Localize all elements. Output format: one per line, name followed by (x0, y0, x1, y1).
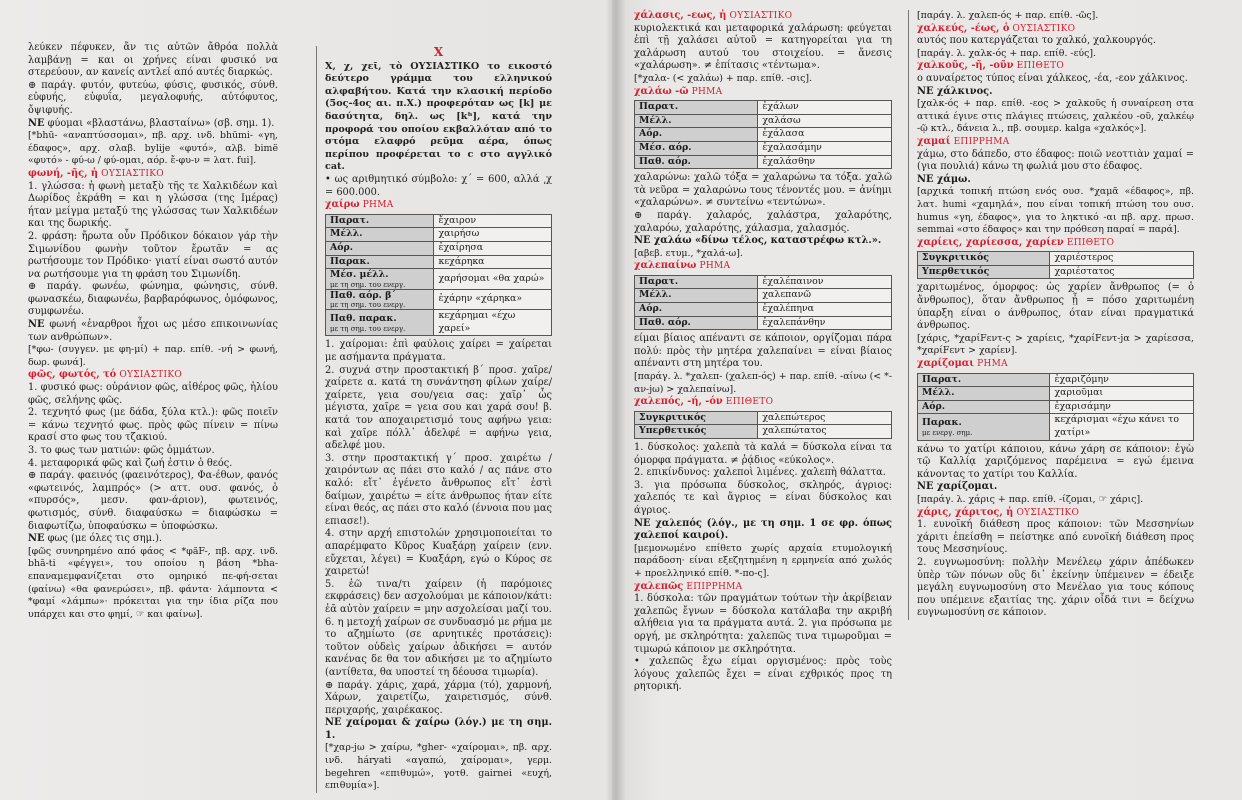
table-value-cell: ἐχάλων (758, 101, 892, 115)
table-value-cell: ἐχαλεπάνθην (758, 316, 892, 330)
entry-senses-chalepos-adv (634, 593, 892, 694)
form-label: Παρακ. (922, 417, 962, 429)
table-key-cell (326, 289, 434, 310)
table-value-cell: ἐχαλασάμην (758, 141, 892, 155)
table-value-cell: ἐχαρισάμην (1050, 400, 1194, 414)
entry-head-charis (917, 507, 1194, 520)
form-label: Παθ. αόρ. (639, 316, 691, 328)
entry-etymology: [*bhū- «αναπτύσσομαι», πβ. αρχ. ινδ. bhūmi- «γη, έδαφος», αρχ. σλαβ. bylije «φυτό», αλβ. bimë «φυτό» - φύ-ω / φύ-ομαι, αόρ. ἔ-φυ-ν = λατ. fui]. (28, 130, 278, 167)
entry-head-chalasis (634, 10, 892, 23)
table-row (635, 316, 892, 330)
table-row (635, 101, 892, 115)
table-key-cell (918, 400, 1050, 414)
form-sublabel: με ενεργ. σημ. (922, 428, 973, 437)
entry-text: χάμω, στο δάπεδο, στο έδαφος: ποιῶ νεοττιὰν χαμαί = (για πουλιά) κάνω τη φωλιά μου στο έδαφος. (917, 148, 1194, 173)
table-row (635, 303, 892, 317)
table-key-cell (635, 303, 758, 317)
entry-head (28, 369, 278, 382)
table-value-cell: χαιρήσω (434, 228, 552, 242)
table-key-cell (326, 241, 434, 255)
entry-text: 1. φυσικό φως: οὐράνιον φῶς, αἰθέρος φῶς, ἡλίου φῶς, σελήνης φῶς. (28, 382, 278, 406)
entry-sense: ΝΕ χαλεπός (λόγ., με τη σημ. 1 σε φρ. όπως χαλεποί καιροί). (634, 517, 892, 542)
table-value-cell: κεχάρημαι «έχω χαρεί» (434, 310, 552, 336)
conjugation-table-chairo (325, 214, 552, 337)
entry-head-chalepaino (634, 260, 892, 273)
table-row (326, 255, 552, 269)
headword: χαλάω -ῶ (634, 85, 689, 97)
table-key-cell (326, 269, 434, 290)
table-key-cell (326, 310, 434, 336)
entry-text: 2. φράση: ἤρωτα οὖν Πρόδικον δόκαιον γάρ τὴν Σιμωνίδου φωνὴν τοῦτον ἔρωτᾶν = ας ρωτήσουμε τον Πρόδικο· γιατί είναι σωστό αυτόν να ρωτήσουμε για τη φράση του Σιμωνίδη. (28, 230, 278, 280)
left-column-1 (28, 42, 278, 621)
entry-etymology: [*χαλα- (< χαλάω) + παρ. επίθ. -σις]. (634, 72, 813, 84)
form-label: Παθ. παρακ. (330, 313, 397, 325)
table-value-cell: χαριέστερος (1050, 252, 1194, 266)
entry-etymology: [*φω- (συγγεν. με φη-μί) + παρ. επίθ. -νή > φωνή, δωρ. φωνά]. (28, 344, 278, 368)
form-label: Μέλλ. (922, 387, 955, 399)
modern-greek-label: ΝΕ (28, 533, 45, 545)
table-key-cell (635, 425, 758, 439)
entry-etymology: [αβεβ. ετυμ., *χαλά-ω]. (634, 247, 743, 259)
table-value-cell: χαριέστατος (1050, 265, 1194, 279)
entry-senses-charizomai (917, 444, 1194, 507)
entry-text: αυτός που κατεργάζεται το χαλκό, χαλκουργός. (917, 35, 1157, 47)
entry-sense: ΝΕ χαίρομαι & χαίρω (λόγ.) με τη σημ. 1. (325, 717, 552, 741)
table-key-cell (635, 128, 758, 142)
comparison-table-chalepos (634, 411, 892, 439)
entry-modern-greek (28, 533, 278, 546)
entry-etymology: [χαλκ-ός + παρ. επίθ. -εος > χαλκοῦς ἡ συναίρεση στα αττικά έγινε στις πλάγιες πτώσεις, χαλκέου -οῦ, χαλκέῳ -ῷ κτλ., δάνεια λ., πβ. σουμερ. kalga «χαλκός»]. (917, 98, 1194, 135)
form-label: Παρακ. (330, 255, 370, 267)
table-key-cell (635, 411, 758, 425)
entry-sense: ⊕ παράγ. χάρις, χαρά, χάρμα (τό), χαρμονή, Χάρων, χαιρετίζω, χαιρετισμός, σύνθ. περιχαρής, χαιρέκακος. (325, 679, 552, 716)
right-column-1 (634, 10, 892, 694)
form-label: Μέσ. μέλλ. (330, 269, 389, 281)
table-value-cell: χαρήσομαι «θα χαρώ» (434, 269, 552, 290)
table-row (635, 289, 892, 303)
form-label: Συγκριτικός (922, 252, 989, 264)
headword: χαλεπῶς (634, 580, 684, 592)
form-label: Παθ. αόρ. (639, 155, 691, 167)
entry-etymology: [παράγ. λ. χάρις + παρ. επίθ. -ίζομαι, ☞ χάρις]. (917, 493, 1144, 505)
conjugation-table-charizomai (917, 373, 1194, 441)
entry-text: ⊕ παράγ. φωνέω, φώνημα, φώνησις, σύνθ. φωνασκέω, διαφωνέω, βαρβαρόφωνος, ὁμόφωνος, συμφωνέω. (28, 281, 278, 318)
table-key-cell (635, 275, 758, 289)
entry-text: 1. γλώσσα: ἡ φωνὴ μεταξὺ τῆς τε Χαλκιδέων καὶ Δωρίδος ἐκράθη = και η γλώσσα (της Ιμέρας) ήταν μείγμα μεταξύ της γλώσσας των Χαλκιδέων και της δωρικής. (28, 180, 278, 230)
table-key-cell (326, 214, 434, 228)
table-row (326, 289, 552, 310)
table-row (635, 275, 892, 289)
entry-modern-greek (28, 118, 278, 131)
table-value-cell: ἐχαίρησα (434, 241, 552, 255)
headword-tag: ΟΥΣΙΑΣΤΙΚΟ (1012, 23, 1076, 34)
table-key-cell (918, 265, 1050, 279)
headword-tag: ΕΠΙΘΕΤΟ (725, 397, 774, 408)
table-row (635, 128, 892, 142)
table-value-cell: χαλάσω (758, 114, 892, 128)
modern-greek-text: φωνή «ἐναρθροι ἦχοι ως μέσο επικοινωνίας των ανθρώπων». (28, 319, 278, 343)
entry-sense: 2. συχνά στην προστακτική β´ προσ. χαῖρε/χαίρετε α. κατά τη συνάντηση φίλων χαίρε/χαίρετε, γεια σου/γεια σας: χαῖρ᾽ ὦς μέγιστα, χαῖρε = γεια σου και χαρά σου! β. κατά τον αποχαιρετισμό τους αφήνω γεια: καὶ χαῖρε πόλλ᾽ ἀδελφέ = αφήνω γεια, αδελφέ μου. (325, 364, 552, 452)
headword: χαλκεύς, -έως, ὁ (917, 22, 1010, 34)
table-row (326, 241, 552, 255)
headword: χαίρω (325, 199, 360, 211)
table-value-cell: κεχάρισμαι «έχω κάνει το χατίρι» (1050, 414, 1194, 440)
entry-head-chalkous (917, 60, 1194, 73)
right-page (612, 0, 1242, 800)
table-row (918, 252, 1194, 266)
entry-head-chalkeus (917, 23, 1194, 36)
table-value-cell: ἐχάρην «χάρηκα» (434, 289, 552, 310)
table-row (635, 155, 892, 169)
table-value-cell: κεχάρηκα (434, 255, 552, 269)
table-key-cell (918, 387, 1050, 401)
headword-tag: ΕΠΙΡΡΗΜΑ (953, 136, 1010, 147)
letter-note: • ως αριθμητικό σύμβολο: χ´ = 600, αλλά ͵χ = 600.000. (325, 173, 552, 198)
headword: χαμαί (917, 135, 951, 147)
table-key-cell (635, 114, 758, 128)
headword-tag: ΡΗΜΑ (362, 200, 394, 211)
conjugation-table-chalepaino (634, 275, 892, 330)
headword: χάρις, χάριτος, ἡ (917, 506, 1014, 518)
table-key-cell (635, 141, 758, 155)
entry-text: ⊕ παράγ. φαεινός (φαεινότερος), Φα-έθων, φανός «φωτεινός, λαμπρός» (> αττ. ουσ. φανός, ὁ «πυρσός», μεσν. φαν-άριον), φωτεινός, φωτισμός, σύνθ. διαφαύσκω = διαφώσκω = διαφωτίζω, ὑποφαύσκω = ὑποφώσκω. (28, 470, 278, 532)
entry-text: 4. μεταφορικά φῶς καὶ ζωή ἐστιν ὁ θεός. (28, 457, 233, 469)
left-page (0, 0, 612, 800)
headword-tag: ΕΠΙΘΕΤΟ (1016, 61, 1065, 72)
headword-tag: ΡΗΜΑ (699, 261, 731, 272)
form-label: Παρατ. (639, 275, 679, 287)
table-row (326, 310, 552, 336)
form-label: Παρατ. (922, 373, 962, 385)
table-value-cell: ἐχαλέπηνα (758, 303, 892, 317)
table-key-cell (918, 414, 1050, 440)
table-row (918, 387, 1194, 401)
headword-tag: ΟΥΣΙΑΣΤΙΚΟ (1016, 507, 1080, 518)
entry-text: λεύκεν πέφυκεν, ἄν τις αὐτῶν ἄθρόα πολλὰ λαμβάνῃ = και οι χρήνες είναι φυσικό να στερεύουν, αν κανείς αντλεί από αυτές διαρκώς. (28, 42, 278, 79)
entry-senses-chalepos (634, 442, 892, 581)
entry-sense: ⊕ παράγ. χαλαρός, χαλάστρα, χαλαρότης, χαλαρόω, χαλαρότης, χάλασμα, χαλασμός. (634, 209, 892, 234)
form-label: Παρατ. (639, 101, 679, 113)
form-label: Μέλλ. (639, 114, 672, 126)
entry-sense: 6. η μετοχή χαίρων σε συνδυασμό με ρήμα με το αζημίωτο (σε αρνητικές προτάσεις): τοῦτον οὐδεὶς χαίρων ἀδικήσει = αυτόν κανένας δε θα τον αδικήσει με το αζημίωτο (αντίθετα, θα υποστεί τη δέουσα τιμωρία). (325, 616, 552, 678)
modern-greek-text: φύομαι «βλαστάνω, βλασταίνω» (σβ. σημ. 1). (47, 117, 275, 129)
entry-sense: 1. δύσκολα: τῶν πραγμάτων τούτων τὴν ἀκρίβειαν χαλεπῶς ἔγνων = δύσκολα κατάλαβα την ακριβή αλήθεια για τα πράγματα αυτά. 2. για πρόσωπα με οργή, με σκληρότητα: χαλεπῶς τινα τιμωροῦμαι = τιμωρώ κάποιον με σκληρότητα. (634, 593, 892, 655)
table-key-cell (326, 228, 434, 242)
form-label: Αόρ. (922, 400, 946, 412)
entry-etymology: [παράγ. λ. χαλεπ-ός + παρ. επίθ. -ῶς]. (917, 10, 1099, 21)
modern-greek-label: ΝΕ (28, 319, 45, 331)
form-sublabel: με τη σημ. του ενεργ. (330, 280, 406, 289)
table-key-cell (918, 252, 1050, 266)
form-sublabel: με τη σημ. του ενεργ. (330, 301, 406, 310)
entry-modern-greek: ΝΕ χάλκινος. (917, 85, 993, 97)
entry-head-charizomai (917, 358, 1194, 371)
entry-head-chamai (917, 136, 1194, 149)
table-row (918, 400, 1194, 414)
table-row (918, 414, 1194, 440)
form-label: Αόρ. (639, 128, 663, 140)
table-row (635, 114, 892, 128)
entry-senses-charis (917, 519, 1194, 620)
headword: χαρίζομαι (917, 358, 975, 370)
headword: χαρίεις, χαρίεσσα, χαρίεν (917, 236, 1064, 248)
entry-etymology: [αρχικά τοπική πτώση ενός ουσ. *χαμᾶ «έδαφος», πβ. λατ. humi «χαμηλά», που είναι τοπική πτώση του ουσ. humus «γη, έδαφος», για το ληκτικό -αι πβ. αρχ. πρωσ. semmai «στο έδαφος» και την πρόθεση παραί = παρά]. (917, 186, 1194, 236)
form-label: Υπερθετικός (639, 425, 707, 437)
headword: φῶς, φωτός, τό (28, 369, 117, 381)
headword-tag: ΕΠΙΘΕΤΟ (1066, 237, 1115, 248)
table-value-cell: ἐχαριζόμην (1050, 373, 1194, 387)
entry-modern-greek: ΝΕ χάμω. (917, 173, 971, 185)
entry-head-chairo (325, 199, 552, 212)
table-row (326, 228, 552, 242)
form-sublabel: με τη σημ. του ενεργ. (330, 324, 406, 333)
table-value-cell: χαλεπανῶ (758, 289, 892, 303)
entry-text: ⊕ παράγ. φυτόν, φυτεύω, φύσις, φυσικός, σύνθ. εὐφυής, εὐφυΐα, μεγαλοφυής, αὐτόφυτος, ὄψιφυής. (28, 79, 278, 116)
entry-sense: χαλαρώνω: χαλῶ τόξα = χαλαρώνω τα τόξα. χαλῶ τὰ νεῦρα = χαλαρώνω τους τένοντές μου. = ἀνίημι «χαλαρώνω». ≠ συντείνω «τεντώνω». (634, 172, 892, 209)
entry-head-charieis (917, 237, 1194, 250)
entry-senses-chairo (325, 339, 552, 792)
entry-text: ο αυναίρετος τύπος είναι χάλκεος, -έα, -εον χάλκινος. (917, 72, 1188, 84)
headword-tag: ΟΥΣΙΑΣΤΙΚΟ (729, 11, 793, 21)
table-key-cell (635, 289, 758, 303)
entry-sense: 2. επικίνδυνος: χαλεποὶ λιμένες. χαλεπὴ θάλαττα. (634, 467, 886, 479)
headword: χαλεπός, -ή, -όν (634, 396, 723, 408)
form-label: Μέλλ. (330, 228, 363, 240)
entry-senses-chalao (634, 172, 892, 260)
entry-sense: κάνω το χατίρι κάποιου, κάνω χάρη σε κάποιον: ἐγὼ τῷ Καλλίᾳ χαριζόμενος παρέμεινα = εγώ έμεινα κάνοντας το χατίρι του Καλλία. (917, 443, 1194, 480)
table-key-cell (326, 255, 434, 269)
entry-sense: • χαλεπῶς ἔχω είμαι οργισμένος: πρὸς τοὺς λόγους χαλεπῶς ἔχει = είναι εχθρικός προς τη ρητορική. (634, 656, 892, 693)
form-label: Αόρ. (639, 303, 663, 315)
entry-head-chalao (634, 86, 892, 99)
entry-sense: ΝΕ χαλάω «δίνω τέλος, καταστρέφω κτλ.». (634, 235, 882, 247)
entry-sense: 1. δύσκολος: χαλεπὰ τὰ καλά = δύσκολα είναι τα όμορφα πράγματα. ≠ ῥᾴδιος «εύκολος». (634, 442, 892, 466)
form-label: Παθ. αόρ. β´ (330, 289, 396, 301)
table-row (918, 373, 1194, 387)
comparison-table-charieis (917, 251, 1194, 279)
book-gutter-shadow (606, 0, 626, 800)
entry-etymology: [μεμονωμένο επίθετο χωρίς αρχαία ετυμολογική παράδοση· είναι εξεζητημένη η ερμηνεία από χωλός + προελληνικό επίθ. *-πο-ς]. (634, 542, 892, 579)
headword-tag: ΟΥΣΙΑΣΤΙΚΟ (101, 168, 164, 179)
entry-etymology: [παράγ. λ. χαλκ-ός + παρ. επίθ. -εύς]. (917, 47, 1097, 59)
modern-greek-label: ΝΕ (28, 117, 45, 129)
entry-text: 2. τεχνητό φως (με δάδα, ξύλα κτλ.): φῶς ποιεῖν = κάνω τεχνητό φως. πρὸς φῶς πίνειν = πίνω κρασί στο φως του τζακιού. (28, 407, 278, 444)
table-row (635, 411, 892, 425)
headword-tag: ΡΗΜΑ (977, 359, 1008, 370)
entry-text: 3. το φως των ματιών: φῶς ὀμμάτων. (28, 445, 215, 456)
table-row (918, 265, 1194, 279)
table-value-cell: χαλεπώτερος (758, 411, 892, 425)
headword-tag: ΡΗΜΑ (691, 86, 723, 97)
conjugation-table-chalao (634, 100, 892, 169)
table-key-cell (635, 316, 758, 330)
headword: χαλκοῦς, -ῆ, -οῦν (917, 60, 1014, 72)
entry-etymology: [*χαρ-jω > χαίρω, *gher- «χαίρομαι», πβ. αρχ. ινδ. háryati «αγαπώ, χαίρομαι», γερμ. begehren «επιθυμώ», γοτθ. gairnei «ευχή, επιθυμία»]. (325, 742, 552, 792)
letter-intro: Χ, χ, χεῖ, τὸ ΟΥΣΙΑΣΤΙΚΟ το εικοστό δεύτερο γράμμα του ελληνικού αλφαβήτου. Κατά την κλασική περίοδο (5ος-4ος αι. π.Χ.) προφερόταν ως [k] με δασύτητα, δηλ. ως [kʰ], κατά την προφορά του οποίου εκβαλλόταν από το στόμα ελαφρό ρεῦμα αέρα, όπως περίπου προφέρεται το c στο αγγλικό cat. (325, 60, 552, 173)
headword-tag: ΟΥΣΙΑΣΤΙΚΟ (119, 370, 183, 381)
headword: χάλασις, -εως, ἡ (634, 10, 727, 21)
section-letter: Χ (433, 45, 444, 59)
form-label: Συγκριτικός (639, 411, 706, 423)
table-value-cell: ἐχάλασα (758, 128, 892, 142)
table-key-cell (635, 101, 758, 115)
headword: χαλεπαίνω (634, 260, 697, 272)
entry-sense: 3. για πρόσωπα δύσκολος, σκληρός, άγριος: χαλεπός τε καὶ ἄγριος = είναι δύσκολος και άγριος. (634, 479, 892, 516)
entry-head-chalepos-adv (634, 581, 892, 594)
entry-text: κυριολεκτικά και μεταφορικά χαλάρωση: φεύγεται ἐπὶ τῇ χαλάσει αὐτοῦ = κατηγορείται για τη χαλάρωση αυτού του στοιχείου. = ἄνεσις «χαλάρωση». ≠ ἐπίτασις «τέντωμα». (634, 22, 892, 72)
entry-etymology: [χάρις, *χαρίFεντ-ς > χαρίεις, *χαρίFεντ-jα > χαρίεσσα, *χαρίFεντ > χαρίεν]. (917, 332, 1194, 357)
entry-sense: 1. ευνοϊκή διάθεση προς κάποιον: τῶν Μεσσηνίων χάριτι ἐπείσθη = πείστηκε από ευνοϊκή διάθεση προς τους Μεσσηνίους. (917, 519, 1194, 556)
headword-tag: ΕΠΙΡΡΗΜΑ (686, 581, 743, 592)
left-column-2 (316, 46, 552, 793)
table-value-cell: ἐχαλάσθην (758, 155, 892, 169)
modern-greek-text: φως (με όλες τις σημ.). (47, 533, 163, 545)
entry-sense: 1. χαίρομαι: ἐπὶ φαύλοις χαίρει = χαίρεται με ασήμαντα πράγματα. (325, 339, 552, 364)
entry-sense: 4. στην αρχή επιστολών χρησιμοποιείται το απαρέμφατο Κῦρος Κυαξάρῃ χαίρειν (ενν. εὔχεται, λέγει) = Κυαξάρη, εγώ ο Κύρος σε χαιρετώ! (325, 528, 552, 578)
entry-etymology: [παράγ. λ. *χαλεπ- (χαλεπ-ός) + παρ. επίθ. -αίνω (< *-αν-jω) > χαλεπαίνω]. (634, 371, 892, 395)
table-value-cell: χαλεπώτατος (758, 425, 892, 439)
entry-sense: χαριτωμένος, όμορφος: ὡς χαρίεν ἄνθρωπος (= ὁ ἄνθρωπος), ὅταν ἄνθρωπος ᾖ = πόσο χαριτωμένη ύπαρξη είναι ο άνθρωπος, όταν είναι πραγματικά άνθρωπος. (917, 282, 1194, 332)
table-row (635, 141, 892, 155)
entry-head-chalepos (634, 396, 892, 409)
table-value-cell: ἐχαλέπαινον (758, 275, 892, 289)
entry-head (28, 168, 278, 181)
table-row (635, 425, 892, 439)
form-label: Αόρ. (330, 241, 354, 253)
table-value-cell: ἔχαιρον (434, 214, 552, 228)
right-column-2 (908, 10, 1194, 620)
entry-sense: 5. ἐῶ τινα/τι χαίρειν (ἡ παρόμοιες εκφράσεις) δεν ασχολούμαι με κάποιον/κάτι: ἐᾶ αὐτὸν χαίρειν = μην ασχολείσαι μαζί του. (325, 578, 552, 615)
entry-modern-greek (28, 319, 278, 344)
form-label: Υπερθετικός (922, 265, 990, 277)
entry-sense: είμαι βίαιος απέναντι σε κάποιον, οργίζομαι πάρα πολύ: πρὸς τὴν μητέρα χαλεπαίνει = είναι βίαιος απέναντι στη μητέρα του. (634, 333, 892, 370)
table-key-cell (918, 373, 1050, 387)
table-value-cell: χαριοῦμαι (1050, 387, 1194, 401)
form-label: Μέλλ. (639, 289, 672, 301)
entry-senses-chalepaino (634, 333, 892, 396)
form-label: Παρατ. (330, 214, 370, 226)
table-key-cell (635, 155, 758, 169)
headword: φωνή, -ῆς, ἡ (28, 167, 99, 179)
entry-sense: 2. ευγνωμοσύνη: πολλὴν Μενέλεῳ χάριν ἀπέδωκεν ὑπὲρ τῶν πόνων οὓς δι᾽ ἐκείνην ὑπέμεινεν = έδειξε μεγάλη ευγνωμοσύνη στο Μενέλαο για τους κόπους που υπέμεινε εξαιτίας της. χάριν οἶδά τινι = δείχνω ευγνωμοσύνη σε κάποιον. (917, 556, 1194, 619)
entry-etymology: [φῶς συνηρημένο από φάος < *φăF-, πβ. αρχ. ινδ. bhā-ti «φέγγει», του οποίου η βάση *bha- επαναμεμφανίζεται στο ομηρικό πε-φή-σεται (φαίνω) «θα φανερώσει», πβ. φάντα· λάμποντα < *φαμί «λάμπω»· πρόκειται για την ίδια ρίζα που υπάρχει και στο φημί, ☞ και φαίνω]. (28, 545, 278, 620)
table-row (326, 269, 552, 290)
table-row (326, 214, 552, 228)
entry-senses-charieis (917, 282, 1194, 358)
entry-sense: 3. στην προστακτική γ´ προσ. χαιρέτω / χαιρόντων ας πάει στο καλό / ας πάνε στο καλό: εἴτ᾽ ἐγένετο ἄνθρωπος εἴτ᾽ ἐστὶ δαίμων, χαιρέτω = είτε άνθρωπος ήταν είτε είναι θεός, ας πάει στο καλό (έννοια που μας επιασε!). (325, 452, 552, 527)
form-label: Μέσ. αόρ. (639, 141, 692, 153)
entry-sense: ΝΕ χαρίζομαι. (917, 481, 998, 493)
